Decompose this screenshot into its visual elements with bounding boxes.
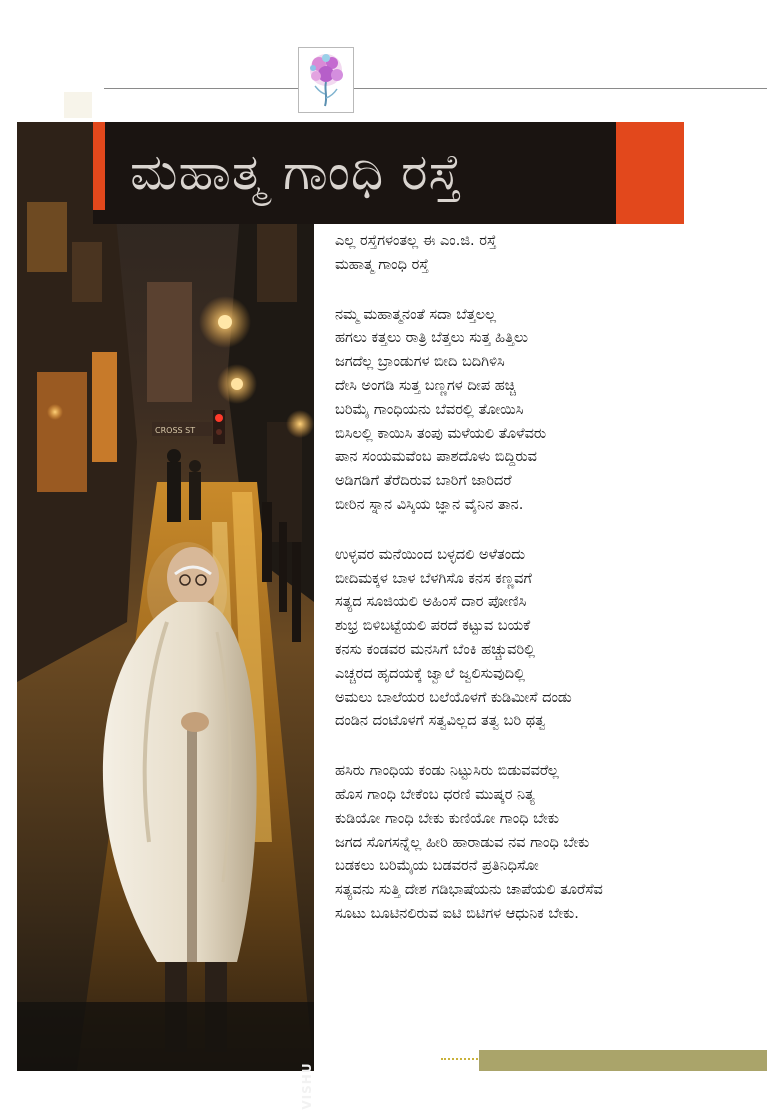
footer-dotted-rule bbox=[441, 1058, 481, 1060]
poem-line: ಬೀದಿಮಕ್ಕಳ ಬಾಳ ಬೆಳಗಿಸೊ ಕನಸ ಕಣ್ಣವಗೆ bbox=[335, 570, 532, 587]
poem-stanza-2 bbox=[335, 304, 755, 518]
poem-line: ಜಗದೆಲ್ಲ ಬ್ರಾಂಡುಗಳ ಬೀದಿ ಬದಿಗಿಳಿಸಿ bbox=[335, 354, 505, 371]
poem-line: ಎಚ್ಚರದ ಹೃದಯಕ್ಕೆ ಜ್ವಾಲೆ ಜ್ವಲಿಸುವುದಿಲ್ಲಿ bbox=[335, 665, 526, 682]
artist-signature: VISHU bbox=[300, 1062, 314, 1110]
top-rule bbox=[104, 88, 767, 89]
poem-line: ಉಳ್ಳವರ ಮನೆಯಿಂದ ಬಳ್ಳದಲಿ ಅಳೆತಂದು bbox=[335, 546, 526, 563]
poem-line: ಹಸಿರು ಗಾಂಧಿಯ ಕಂಡು ನಿಟ್ಟುಸಿರು ಬಿಡುವವರೆಲ್ಲ bbox=[335, 763, 559, 780]
corner-mark bbox=[64, 92, 92, 118]
poem-line: ಮಹಾತ್ಮ ಗಾಂಧಿ ರಸ್ತೆ bbox=[335, 256, 429, 273]
poem-line: ಕುಡಿಯೋ ಗಾಂಧಿ ಬೇಕು ಕುಣಿಯೋ ಗಾಂಧಿ ಬೇಕು bbox=[335, 810, 559, 827]
poem-line: ಸತ್ಯವನು ಸುತ್ತಿ ದೇಶ ಗಡಿಭಾಷೆಯನು ಚಾಪೆಯಲಿ ತೂರೆಸೆವ bbox=[335, 882, 603, 899]
poem-line: ದೇಸಿ ಅಂಗಡಿ ಸುತ್ತ ಬಣ್ಣಗಳ ದೀಪ ಹಚ್ಚಿ bbox=[335, 377, 516, 394]
page-title: ಮಹಾತ್ಮ ಗಾಂಧಿ ರಸ್ತೆ bbox=[130, 143, 463, 201]
poem-stanza-3 bbox=[335, 544, 755, 734]
poem-line: ನಮ್ಮ ಮಹಾತ್ಮನಂತೆ ಸದಾ ಬೆತ್ತಲಲ್ಲ bbox=[335, 306, 497, 323]
poem-stanza-4 bbox=[335, 760, 755, 927]
floral-logo bbox=[298, 47, 354, 113]
poem-line: ಸತ್ಯದ ಸೂಜಿಯಲಿ ಅಹಿಂಸೆ ದಾರ ಪೋಣಿಸಿ bbox=[335, 594, 527, 611]
poem-line: ಶುಭ್ರ ಬಿಳಿಬಟ್ಟೆಯಲಿ ಪರದೆ ಕಟ್ಟುವ ಬಯಕೆ bbox=[335, 618, 531, 635]
poem-line: ಎಲ್ಲ ರಸ್ತೆಗಳಂತಲ್ಲ ಈ ಎಂ.ಜಿ. ರಸ್ತೆ bbox=[335, 233, 497, 249]
title-right-accent bbox=[616, 122, 684, 224]
svg-text:CROSS ST: CROSS ST bbox=[155, 426, 196, 435]
poem-line: ಅಡಿಗಡಿಗೆ ತೆರೆದಿರುವ ಬಾರಿಗೆ ಜಾರಿದರೆ bbox=[335, 473, 512, 490]
poem bbox=[335, 230, 755, 927]
poem-line: ದಂಡಿನ ದಂಟೊಳಗೆ ಸತ್ವವಿಲ್ಲದ ತತ್ವ ಬರಿ ಥತ್ವ bbox=[335, 713, 546, 730]
poem-stanza-1 bbox=[335, 230, 755, 278]
poem-line: ಹಗಲು ಕತ್ತಲು ರಾತ್ರಿ ಬೆತ್ತಲು ಸುತ್ತ ಹಿತ್ತಿಲು bbox=[335, 330, 528, 347]
poem-line: ಬಿಸಿಲಲ್ಲಿ ಕಾಯಿಸಿ ತಂಪು ಮಳೆಯಲಿ ತೊಳೆವರು bbox=[335, 425, 547, 442]
poem-line: ಕನಸು ಕಂಡವರ ಮನಸಿಗೆ ಬೆಂಕಿ ಹಚ್ಚುವರಿಲ್ಲಿ bbox=[335, 641, 536, 658]
poem-line: ಅಮಲು ಬಾಲೆಯರ ಬಲೆಯೊಳಗೆ ಕುಡಿಮೀಸೆ ದಂಡು bbox=[335, 689, 572, 706]
poem-line: ಸೂಟು ಬೂಟಿನಲಿರುವ ಐಟಿ ಬಿಟಿಗಳ ಆಧುನಿಕ ಬೇಕು. bbox=[335, 905, 579, 922]
poem-line: ಹೊಸ ಗಾಂಧಿ ಬೇಕೆಂಬ ಧರಣಿ ಮುಷ್ಕರ ನಿತ್ಯ bbox=[335, 786, 535, 803]
poem-line: ಜಗದ ಸೊಗಸನ್ನೆಲ್ಲ ಹೀರಿ ಹಾರಾಡುವ ನವ ಗಾಂಧಿ ಬೇಕು bbox=[335, 834, 590, 851]
poem-line: ಪಾನ ಸಂಯಮವೆಂಬ ಪಾಶದೊಳು ಬಿದ್ದಿರುವ bbox=[335, 449, 537, 466]
poem-line: ಬಡಕಲು ಬರಿಮೈಯ ಬಡವರನೆ ಪ್ರತಿನಿಧಿಸೋ bbox=[335, 858, 539, 875]
footer-bar bbox=[479, 1050, 767, 1071]
poem-line: ಬೀರಿನ ಸ್ನಾನ ವಿಸ್ಕಿಯ ಜ್ಞಾನ ವೈನಿನ ತಾನ. bbox=[335, 496, 524, 513]
poem-line: ಬರಿಮೈ ಗಾಂಧಿಯನು ಬೆವರಲ್ಲಿ ತೋಯಿಸಿ bbox=[335, 401, 524, 418]
gandhi-street-illustration bbox=[17, 122, 314, 1110]
title-left-accent bbox=[93, 122, 105, 210]
